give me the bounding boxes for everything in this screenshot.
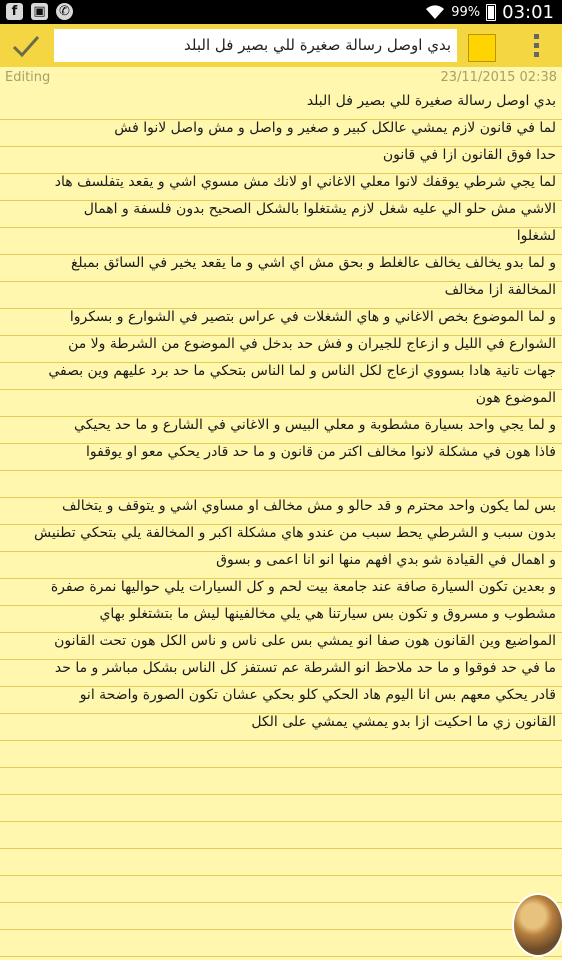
note-line[interactable]: حدا فوق القانون ازا في قانون [382, 147, 556, 163]
note-line[interactable]: المخالفة ازا مخالف [444, 282, 556, 298]
facebook-icon: f [6, 3, 23, 20]
note-line[interactable]: مشطوب و مسروق و تكون بس سيارتنا هي يلي مخالفينها ليش ما بتشتغلو بهاي [99, 606, 556, 622]
notification-app-icon: ▣ [31, 3, 48, 20]
note-line[interactable]: لشغلوا [516, 228, 556, 244]
edit-status: Editing [5, 70, 51, 85]
note-line[interactable]: و اهمال في القيادة شو بدي افهم منها انو انا اعمى و بسوق [216, 552, 556, 568]
note-line[interactable]: بدي اوصل رسالة صغيرة للي بصير فل البلد [306, 93, 556, 109]
battery-icon [486, 4, 496, 21]
note-line[interactable]: و بعدين تكون السيارة صافة عند جامعة بيت لحم و كل السيارات يلي حواليها نمرة صفرة [50, 579, 556, 595]
note-line[interactable]: القانون زي ما احكيت ازا بدو يمشي يمشي على الكل [251, 714, 556, 730]
note-line[interactable]: جهات تانية هادا بسووي ازعاج لكل الناس و لما الناس بتحكي ما حد برد عليهم وين بصفي [48, 363, 556, 379]
battery-percent: 99% [451, 4, 481, 20]
note-text[interactable] [0, 93, 562, 741]
note-line[interactable] [0, 471, 562, 498]
note-line[interactable]: ما في حد فوقوا و ما حد ملاحظ انو الشرطة عم تستفز كل الناس بشكل مباشر و ما حد [54, 660, 556, 676]
note-line[interactable]: و لما بدو يخالف يخالف عالغلط و بحق مش اي اشي و ما يقعد يخير في السائق بمبلغ [70, 255, 556, 271]
wifi-icon [425, 4, 445, 20]
notification-icons [6, 3, 73, 20]
note-title-input[interactable]: بدي اوصل رسالة صغيرة للي بصير فل البلد [54, 29, 457, 62]
note-line[interactable]: الشوارع في الليل و ازعاج للجيران و فش حد بدخل في الموضوع من الشرطة ولا من [68, 336, 556, 352]
toolbar [0, 24, 562, 67]
clock: 03:01 [502, 1, 554, 23]
note-line[interactable]: و لما الموضوع بخص الاغاني و هاي الشغلات في عراس بتصير في الشوارع و بسكروا [69, 309, 556, 325]
note-line[interactable]: المواضيع وين القانون هون صفا انو يمشي بس على ناس و ناس الكل هون تحت القانون [54, 633, 556, 649]
note-line[interactable]: و لما يجي واحد بسيارة مشطوبة و معلي البيس و الاغاني في الشارع و ما حد يحيكي [74, 417, 556, 433]
note-line[interactable]: بس لما يكون واحد محترم و قد حالو و مش مخالف او مساوي اشي و يتوقف و يتخالف [61, 498, 556, 514]
whatsapp-icon: ✆ [56, 3, 73, 20]
note-date: 23/11/2015 02:38 [440, 70, 557, 85]
overflow-menu-icon[interactable] [524, 31, 548, 63]
note-line[interactable]: فاذا هون في مشكلة لانوا مخالف اكتر من قانون و ما حد قادر يحكي معو او يوقفوا [86, 444, 556, 460]
note-line[interactable]: بدون سبب و الشرطي يحط سبب من عندو هاي مشكلة اكبر و المخالفة يلي بتحكي تطنيش [33, 525, 556, 541]
note-line[interactable]: قادر يحكي معهم بس انا اليوم هاد الحكي كلو بحكي عشان تكون الصورة واضحة انو [79, 687, 556, 703]
note-line[interactable]: لما يجي شرطي يوقفك لانوا معلي الاغاني او لانك مش مسوي اشي و يقعد يتفلسف هاد [54, 174, 556, 190]
note-color-button[interactable] [468, 34, 496, 62]
save-check-icon[interactable] [8, 28, 44, 64]
status-bar [0, 0, 562, 24]
note-line[interactable]: الاشي مش حلو الي عليه شغل لازم يشتغلوا بالشكل الصحيح بدون فلسفة و اهمال [83, 201, 556, 217]
note-line[interactable]: الموضوع هون [475, 390, 556, 406]
note-body[interactable] [0, 93, 562, 960]
avatar[interactable] [512, 893, 562, 957]
note-line[interactable]: لما في قانون لازم يمشي عالكل كبير و صغير و واصل و مش واصل لانوا فش [114, 120, 556, 136]
